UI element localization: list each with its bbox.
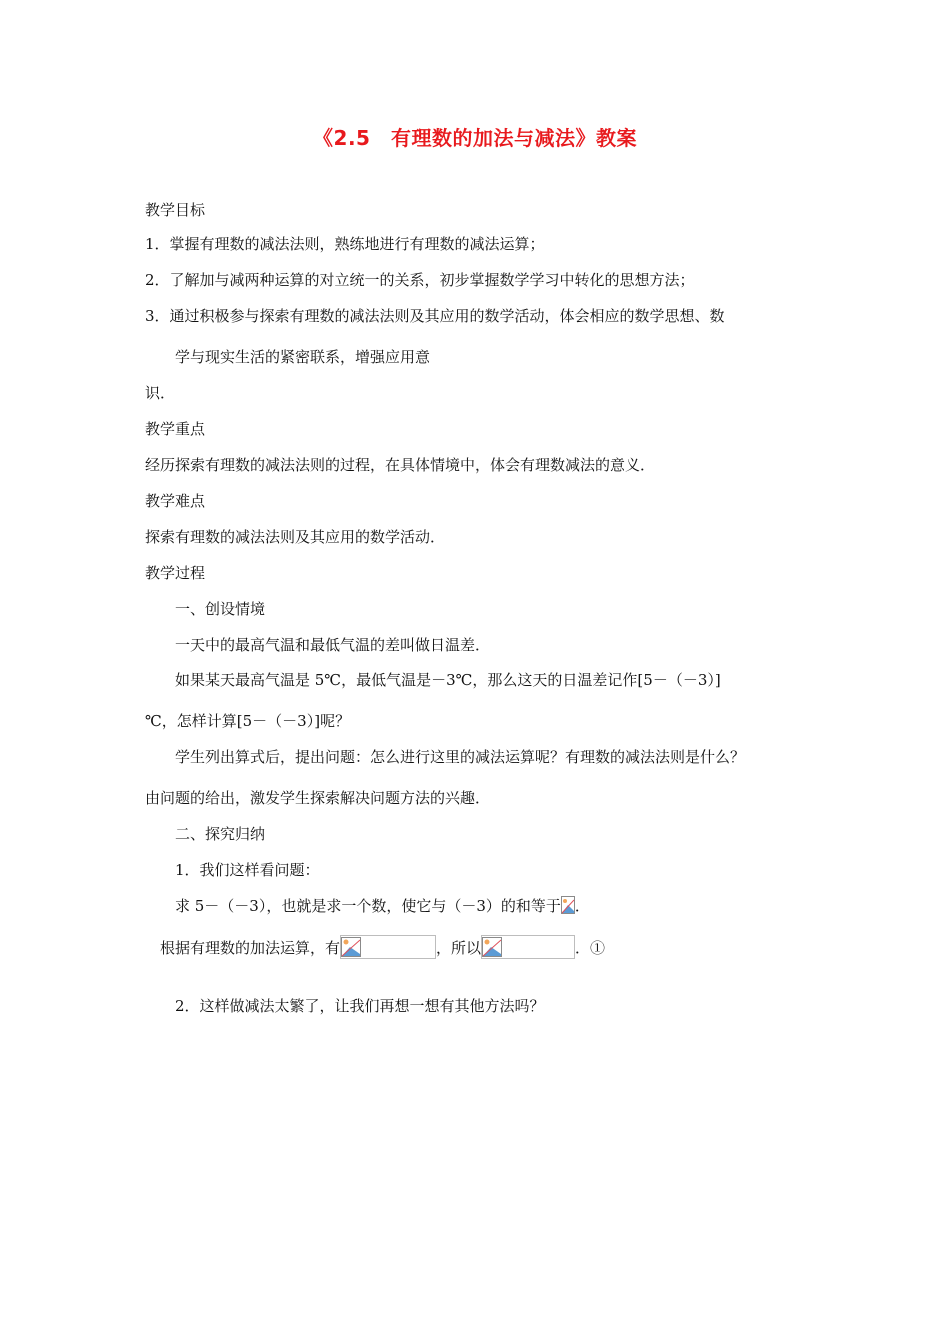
objective-item-3-cont: 学与现实生活的紧密联系，增强应用意 [175,348,431,366]
section1-paragraph-1: 一天中的最高气温和最低气温的差叫做日温差． [175,636,491,654]
addition-end: ．① [575,939,606,957]
difficulties-heading: 教学难点 [145,492,206,510]
section1-heading: 一、创设情境 [175,600,266,618]
objectives-heading: 教学目标 [145,201,206,219]
addition-mid: ，所以 [436,939,482,957]
objective-item-3: 3．通过积极参与探索有理数的减法法则及其应用的数学活动，体会相应的数学思想、数 [145,307,725,325]
question-text: 求 5－（－3），也就是求一个数，使它与（－3）的和等于 [175,897,561,915]
section2-item-1: 1．我们这样看问题： [175,861,320,879]
difficulties-text: 探索有理数的减法法则及其应用的数学活动． [145,528,446,546]
equation-image-box-2 [481,935,575,959]
objective-item-1: 1．掌握有理数的减法法则，熟练地进行有理数的减法运算； [145,235,545,253]
equation-image-box-1 [340,935,436,959]
process-heading: 教学过程 [145,564,206,582]
document-title: 《2.5 有理数的加法与减法》教案 [313,126,637,150]
section2-question [175,896,590,916]
broken-image-icon [341,937,361,957]
broken-image-icon [561,896,575,914]
objective-item-2: 2．了解加与减两种运算的对立统一的关系，初步掌握数学学习中转化的思想方法； [145,271,695,289]
broken-image-icon [482,937,502,957]
section2-item-2: 2．这样做减法太繁了，让我们再想一想有其他方法吗？ [175,997,545,1015]
addition-prefix: 根据有理数的加法运算，有 [160,939,341,957]
section1-paragraph-3: 学生列出算式后，提出问题：怎么进行这里的减法运算呢？有理数的减法法则是什么？ [175,748,746,766]
section2-addition [160,935,605,959]
section1-paragraph-2: 如果某天最高气温是 5℃，最低气温是－3℃，那么这天的日温差记作[5－（－3）] [175,671,721,689]
key-points-text: 经历探索有理数的减法法则的过程，在具体情境中，体会有理数减法的意义． [145,456,656,474]
question-end: ． [574,897,590,915]
key-points-heading: 教学重点 [145,420,206,438]
section1-paragraph-3-cont: 由问题的给出，激发学生探索解决问题方法的兴趣． [145,789,491,807]
objective-item-3-end: 识． [145,384,176,402]
section2-heading: 二、探究归纳 [175,825,266,843]
section1-paragraph-2-cont: ℃，怎样计算[5－（－3）]呢？ [145,712,351,730]
